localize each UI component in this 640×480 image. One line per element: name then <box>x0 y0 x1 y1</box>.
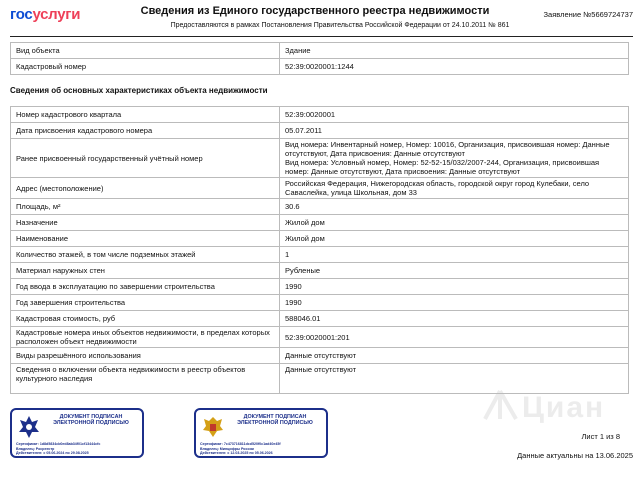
table-row <box>11 178 629 199</box>
table-row <box>11 215 629 231</box>
table-row <box>11 279 629 295</box>
object-table <box>10 42 629 75</box>
signature-stamp-rosreestr <box>10 408 144 458</box>
quarter-number-value: 52:39:0020001 <box>280 107 629 123</box>
document-header <box>0 0 640 38</box>
address-label: Адрес (местоположение) <box>11 178 280 199</box>
object-type-label: Вид объекта <box>11 43 280 59</box>
signature-stamp-mintsifry <box>194 408 328 458</box>
name-label: Наименование <box>11 231 280 247</box>
table-row <box>11 139 629 178</box>
completion-year-label: Год завершения строительства <box>11 295 280 311</box>
table-row <box>11 59 629 75</box>
address-value: Российская Федерация, Нижегородская область, городской округ город Кулебаки, село Саваслейка, улица Школьная, дом 33 <box>280 178 629 199</box>
cadastral-number-label: Кадастровый номер <box>11 59 280 75</box>
data-actual-date: Данные актуальны на 13.06.2025 <box>517 451 633 460</box>
previous-number-value: Вид номера: Инвентарный номер, Номер: 10016, Организация, присвоившая номер: Данные отсутствуют, Дата присвоения: Данные отсутствуют Вид номера: Условный номер, Номер: 52-52-15/032/2007-244, Организация, присвоившая номер: Данные отсутствуют, Дата присвоения: Данные отсутствуют <box>280 139 629 178</box>
stamp-details <box>16 442 139 456</box>
floors-value: 1 <box>280 247 629 263</box>
document-title: Сведения из Единого государственного реестра недвижимости <box>140 5 490 17</box>
commission-year-label: Год ввода в эксплуатацию по завершении строительства <box>11 279 280 295</box>
permitted-use-label: Виды разрешённого использования <box>11 348 280 364</box>
stamp-title: ДОКУМЕНТ ПОДПИСАН ЭЛЕКТРОННОЙ ПОДПИСЬЮ <box>53 414 129 427</box>
stamp-details <box>200 442 323 456</box>
logo-part2: услуги <box>32 6 81 23</box>
completion-year-value: 1990 <box>280 295 629 311</box>
name-value: Жилой дом <box>280 231 629 247</box>
area-label: Площадь, м² <box>11 199 280 215</box>
table-row <box>11 263 629 279</box>
table-row <box>11 199 629 215</box>
wall-material-label: Материал наружных стен <box>11 263 280 279</box>
heritage-value: Данные отсутствуют <box>280 364 629 394</box>
characteristics-table <box>10 106 629 394</box>
table-row <box>11 43 629 59</box>
stamp-validity: Действителен: с 12.03.2025 по 05.06.2026 <box>200 451 273 456</box>
permitted-use-value: Данные отсутствуют <box>280 348 629 364</box>
stamp-certificate: Сертификат: 1d8d5834cb0ed8ab34f01cf13444cfc <box>16 442 101 446</box>
previous-number-label: Ранее присвоенный государственный учётный номер <box>11 139 280 178</box>
stamp-certificate: Сертификат: 7c473716811dcd520f0c1ad40e45f <box>200 442 281 446</box>
stamp-owner: Владелец: Росреестр <box>16 446 55 451</box>
object-type-value: Здание <box>280 43 629 59</box>
heritage-label: Сведения о включении объекта недвижимости в реестр объектов культурного наследия <box>11 364 280 394</box>
table-row <box>11 247 629 263</box>
commission-year-value: 1990 <box>280 279 629 295</box>
application-number: Заявление №5669724737 <box>543 10 633 19</box>
cadastral-number-value: 52:39:0020001:1244 <box>280 59 629 75</box>
cadastral-cost-value: 588046.01 <box>280 311 629 327</box>
table-row <box>11 311 629 327</box>
area-value: 30.6 <box>280 199 629 215</box>
table-row <box>11 231 629 247</box>
logo-part1: гос <box>10 6 33 23</box>
table-row <box>11 123 629 139</box>
cadastral-cost-label: Кадастровая стоимость, руб <box>11 311 280 327</box>
stamp-owner: Владелец: Минцифры России <box>200 446 254 451</box>
page-counter: Лист 1 из 8 <box>581 432 620 441</box>
table-row <box>11 107 629 123</box>
rosreestr-emblem-icon <box>16 414 42 440</box>
watermark-text: Циан <box>522 391 606 424</box>
table-row <box>11 327 629 348</box>
parent-objects-value: 52:39:0020001:201 <box>280 327 629 348</box>
stamp-validity: Действителен: с 05.06.2024 по 29.08.2025 <box>16 451 89 456</box>
parent-objects-label: Кадастровые номера иных объектов недвижимости, в пределах которых расположен объект недвижимости <box>11 327 280 348</box>
floors-label: Количество этажей, в том числе подземных этажей <box>11 247 280 263</box>
table-row <box>11 348 629 364</box>
purpose-label: Назначение <box>11 215 280 231</box>
assignment-date-label: Дата присвоения кадастрового номера <box>11 123 280 139</box>
stamp-title: ДОКУМЕНТ ПОДПИСАН ЭЛЕКТРОННОЙ ПОДПИСЬЮ <box>237 414 313 427</box>
section-title: Сведения об основных характеристиках объекта недвижимости <box>10 86 268 95</box>
table-row <box>11 295 629 311</box>
header-divider <box>10 36 633 37</box>
coat-of-arms-icon <box>200 414 226 440</box>
purpose-value: Жилой дом <box>280 215 629 231</box>
table-row <box>11 364 629 394</box>
document-subtitle: Предоставляются в рамках Постановления Правительства Российской Федерации от 24.10.2011 № 861 <box>170 22 510 29</box>
quarter-number-label: Номер кадастрового квартала <box>11 107 280 123</box>
assignment-date-value: 05.07.2011 <box>280 123 629 139</box>
wall-material-value: Рубленые <box>280 263 629 279</box>
